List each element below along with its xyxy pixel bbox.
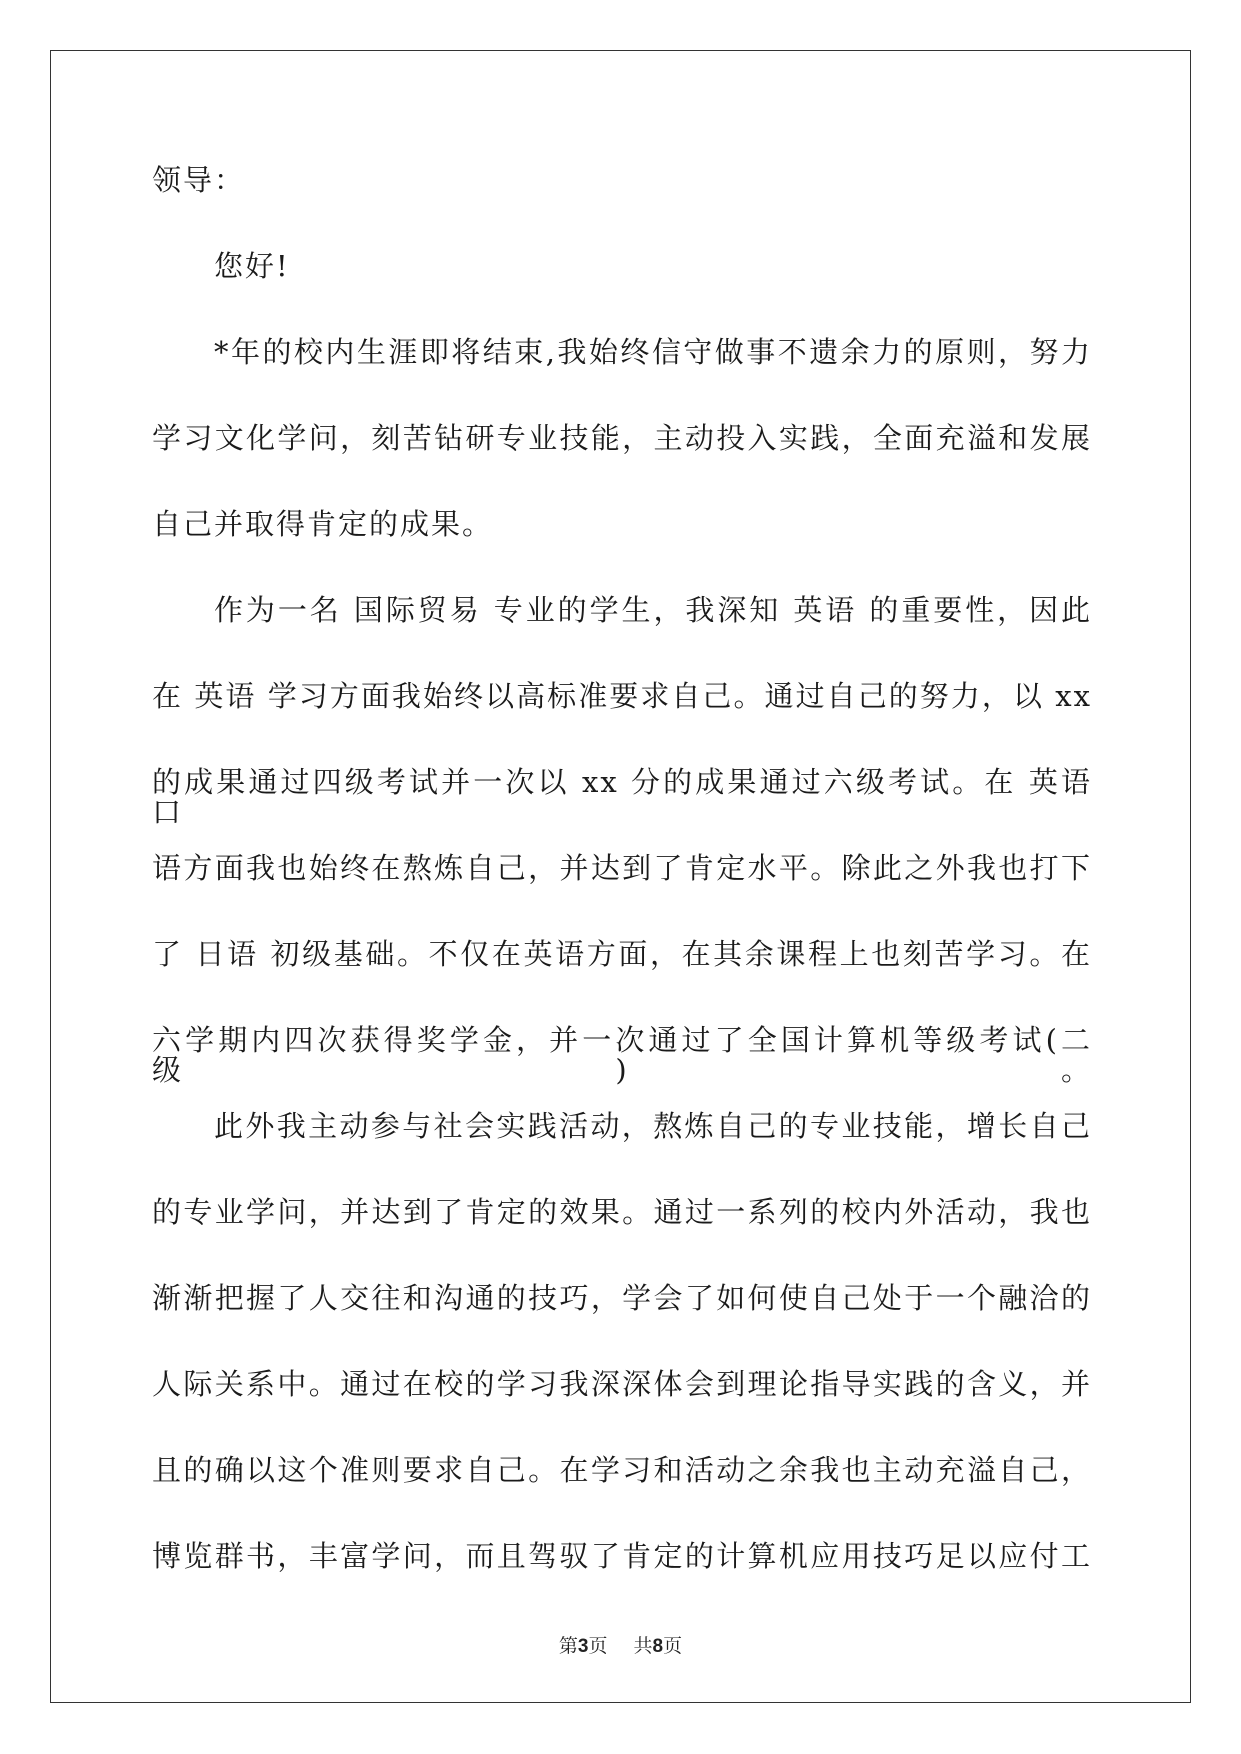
page-prefix: 第: [558, 1635, 578, 1657]
paragraph-line: *年的校内生涯即将结束,我始终信守做事不遗余力的原则，努力: [214, 335, 1092, 369]
page-suffix: 页: [588, 1635, 608, 1657]
paragraph-line: 渐渐把握了人交往和沟通的技巧，学会了如何使自己处于一个融洽的: [152, 1281, 1092, 1315]
paragraph-line: 的成果通过四级考试并一次以 xx 分的成果通过六级考试。在 英语 口: [152, 765, 1092, 829]
paragraph-line: 了 日语 初级基础。不仅在英语方面，在其余课程上也刻苦学习。在: [152, 937, 1092, 971]
letter-body: [152, 165, 1092, 1627]
paragraph-line: 自己并取得肯定的成果。: [152, 507, 494, 541]
paragraph-line: 作为一名 国际贸易 专业的学生，我深知 英语 的重要性，因此: [214, 593, 1092, 627]
page-footer: [0, 1631, 1241, 1658]
salutation: 领导：: [152, 163, 246, 197]
paragraph-line: 学习文化学问，刻苦钻研专业技能，主动投入实践，全面充溢和发展: [152, 421, 1092, 455]
paragraph-line: 在 英语 学习方面我始终以高标准要求自己。通过自己的努力，以 xx: [152, 679, 1092, 713]
paragraph-line: 的专业学问，并达到了肯定的效果。通过一系列的校内外活动，我也: [152, 1195, 1092, 1229]
paragraph-line: 六学期内四次获得奖学金，并一次通过了全国计算机等级考试(二级)。: [152, 1023, 1092, 1087]
total-suffix: 页: [663, 1635, 683, 1657]
greeting: 您好!: [214, 249, 290, 283]
paragraph-line: 此外我主动参与社会实践活动，熬炼自己的专业技能，增长自己: [214, 1109, 1092, 1143]
paragraph-line: 语方面我也始终在熬炼自己，并达到了肯定水平。除此之外我也打下: [152, 851, 1092, 885]
total-prefix: 共: [633, 1635, 653, 1657]
total-page-number: 8: [652, 1636, 664, 1657]
paragraph-line: 人际关系中。通过在校的学习我深深体会到理论指导实践的含义，并: [152, 1367, 1092, 1401]
paragraph-line: 博览群书，丰富学问，而且驾驭了肯定的计算机应用技巧足以应付工: [152, 1539, 1092, 1573]
paragraph-line: 且的确以这个准则要求自己。在学习和活动之余我也主动充溢自己，: [152, 1453, 1092, 1487]
current-page-number: 3: [577, 1636, 589, 1657]
